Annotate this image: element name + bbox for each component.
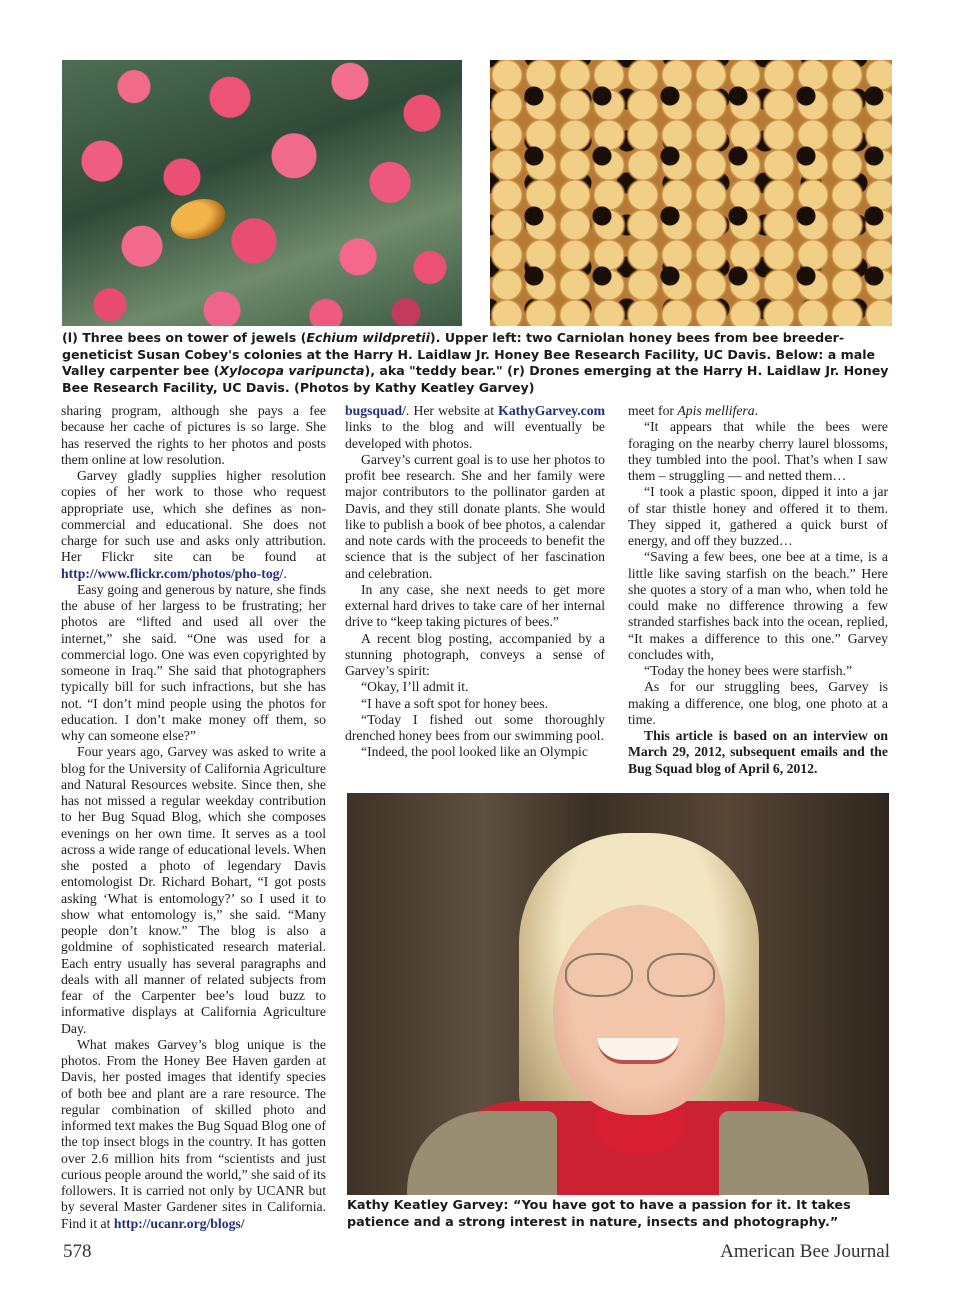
paragraph: Four years ago, Garvey was asked to write a blog for the University of California Agriculture and Natural Resources website. Since then, she has not missed a regular weekday contribution to her Bug Squad Blog, which she composes evenings on her own time. It serves as a tool across a wide range of educational levels. When she posted a photo of legendary Davis entomologist Dr. Richard Bohart, “I got posts asking ‘What is entomology?’ so I used it to show what entomology is,” she said. “Many people don’t know.” The blog is also a goldmine of sophisticated research material. Each entry usually has several paragraphs and deals with all manner of related subjects from fear of the Carpenter bee’s loud buzz to informative displays at California Agriculture Day.	[61, 744, 326, 1036]
paragraph-text: links to the blog and will eventually be developed with photos.	[345, 419, 605, 451]
photo-caption-top	[62, 330, 892, 396]
page-number: 578	[63, 1241, 92, 1262]
paragraph-text: . Her website at	[405, 403, 499, 418]
flickr-link[interactable]: http://www.flickr.com/photos/pho-tog/	[61, 565, 284, 581]
paragraph: “Saving a few bees, one bee at a time, is a little like saving starfish on the beach.” Here she quotes a story of a man who, when told he could make no difference throwing a few stranded starfishes back into the ocean, replied, “It makes a difference to this one.” Garvey concludes with,	[628, 549, 888, 662]
paragraph-text: .	[754, 403, 759, 418]
ucanr-blog-link[interactable]: http://ucanr.org/blogs/	[113, 1215, 245, 1231]
paragraph	[345, 403, 605, 452]
paragraph-text: .	[283, 565, 287, 581]
caption-text: (l) Three bees on tower of jewels (	[62, 330, 307, 345]
glasses-icon	[559, 953, 721, 997]
portrait-vest-right	[719, 1111, 869, 1195]
portrait-caption: Kathy Keatley Garvey: “You have got to have a passion for it. It takes patience and a strong interest in nature, insects and photography.”	[347, 1198, 851, 1230]
caption-species-name: Xylocopa varipuncta	[219, 363, 365, 378]
paragraph: “It appears that while the bees were foraging on the nearby cherry laurel blossoms, they tumbled into the pool. That’s when I saw them – struggling — and netted them…	[628, 419, 888, 483]
tower-of-jewels-bees-photo	[62, 60, 462, 326]
paragraph	[61, 468, 326, 582]
journal-name: American Bee Journal	[720, 1241, 890, 1262]
paragraph: “Today I fished out some thoroughly drenched honey bees from our swimming pool.	[345, 711, 605, 743]
portrait-face	[553, 905, 725, 1115]
paragraph: Easy going and generous by nature, she finds the abuse of her largess to be frustrating; her photos are “lifted and used all over the internet,” she said. “One was used for a commercial logo. One was even copyrighted by someone in Iraq.” She said that photographers typically bill for such infractions, but she has not. “I don’t mind people using the photos for education. I don’t make money off them, so why can someone else?”	[61, 581, 326, 743]
paragraph: As for our struggling bees, Garvey is making a difference, one blog, one photo at a time.	[628, 679, 888, 727]
article-column-1	[61, 403, 326, 1232]
article-column-2	[345, 403, 605, 761]
carpenter-bee-figure	[165, 192, 230, 245]
honeycomb-drones-photo	[490, 60, 892, 326]
ucanr-blog-link-continued[interactable]: bugsquad/	[345, 403, 406, 418]
caption-text: ), aka "teddy bear." (r) Drones emerging at the Harry H. Laidlaw Jr. Honey Bee Research Facility, UC Davis. (Photos by Kathy Keatley Garvey)	[62, 363, 889, 395]
paragraph: “I took a plastic spoon, dipped it into a jar of star thistle honey and offered it to them. They sipped it, gathered a quick burst of energy, and off they buzzed…	[628, 484, 888, 548]
species-name: Apis mellifera	[677, 403, 755, 418]
paragraph-text: meet for	[628, 403, 678, 418]
paragraph	[61, 1037, 326, 1232]
kathy-keatley-garvey-portrait	[347, 793, 889, 1195]
kathy-garvey-website-link[interactable]: KathyGarvey.com	[498, 403, 605, 418]
paragraph: sharing program, although she pays a fee because her cache of pictures is so large. She has reserved the rights to her photos and posts them online at low resolution.	[61, 403, 326, 467]
paragraph: A recent blog posting, accompanied by a stunning photograph, conveys a sense of Garvey’s spirit:	[345, 630, 605, 678]
portrait-smile	[597, 1038, 679, 1064]
paragraph-text: What makes Garvey’s blog unique is the photos. From the Honey Bee Haven garden at Davis, her posted images that identify species of both bee and plant are a rare resource. The regular combination of skilled photo and informed text makes the Bug Squad Blog one of the top insect blogs in the country. It has gotten over 2.6 million hits from “scientists and just curious people around the world,” she said of its followers. It is carried not only by UCANR but by several Master Gardener sites in California. Find it at	[61, 1036, 326, 1231]
paragraph	[628, 403, 888, 419]
article-column-3	[628, 403, 888, 777]
caption-text: ). Upper left: two Carniolan honey bees from bee breeder-geneticist Susan Cobey's colonies at the Harry H. Laidlaw Jr. Honey Bee Research Facility, UC Davis. Below: a male Valley carpenter bee (	[62, 330, 876, 378]
paragraph: “Indeed, the pool looked like an Olympic	[361, 744, 588, 760]
paragraph: Garvey’s current goal is to use her photos to profit bee research. She and her family were major contributors to the pollinator garden at Davis, and they still donate plants. She would like to publish a book of bee photos, a calendar and note cards with the proceeds to benefit the science that is the subject of her fascination and celebration.	[345, 451, 605, 581]
paragraph: “I have a soft spot for honey bees.	[361, 695, 549, 711]
paragraph: “Okay, I’ll admit it.	[361, 679, 469, 695]
paragraph: “Today the honey bees were starfish.”	[644, 663, 853, 678]
paragraph-text: Garvey gladly supplies higher resolution copies of her work to those who request appropriate use, which she defines as non-commercial and educational. She does not charge for such use and asks only attribution. Her Flickr site can be found at	[61, 468, 326, 565]
article-source-note: This article is based on an interview on March 29, 2012, subsequent emails and the Bug Squad blog of April 6, 2012.	[628, 728, 888, 776]
caption-species-name: Echium wildpretii	[306, 330, 430, 345]
paragraph: In any case, she next needs to get more external hard drives to take care of her internal drive to “keep taking pictures of bees.”	[345, 581, 605, 630]
portrait-vest-left	[407, 1111, 557, 1195]
